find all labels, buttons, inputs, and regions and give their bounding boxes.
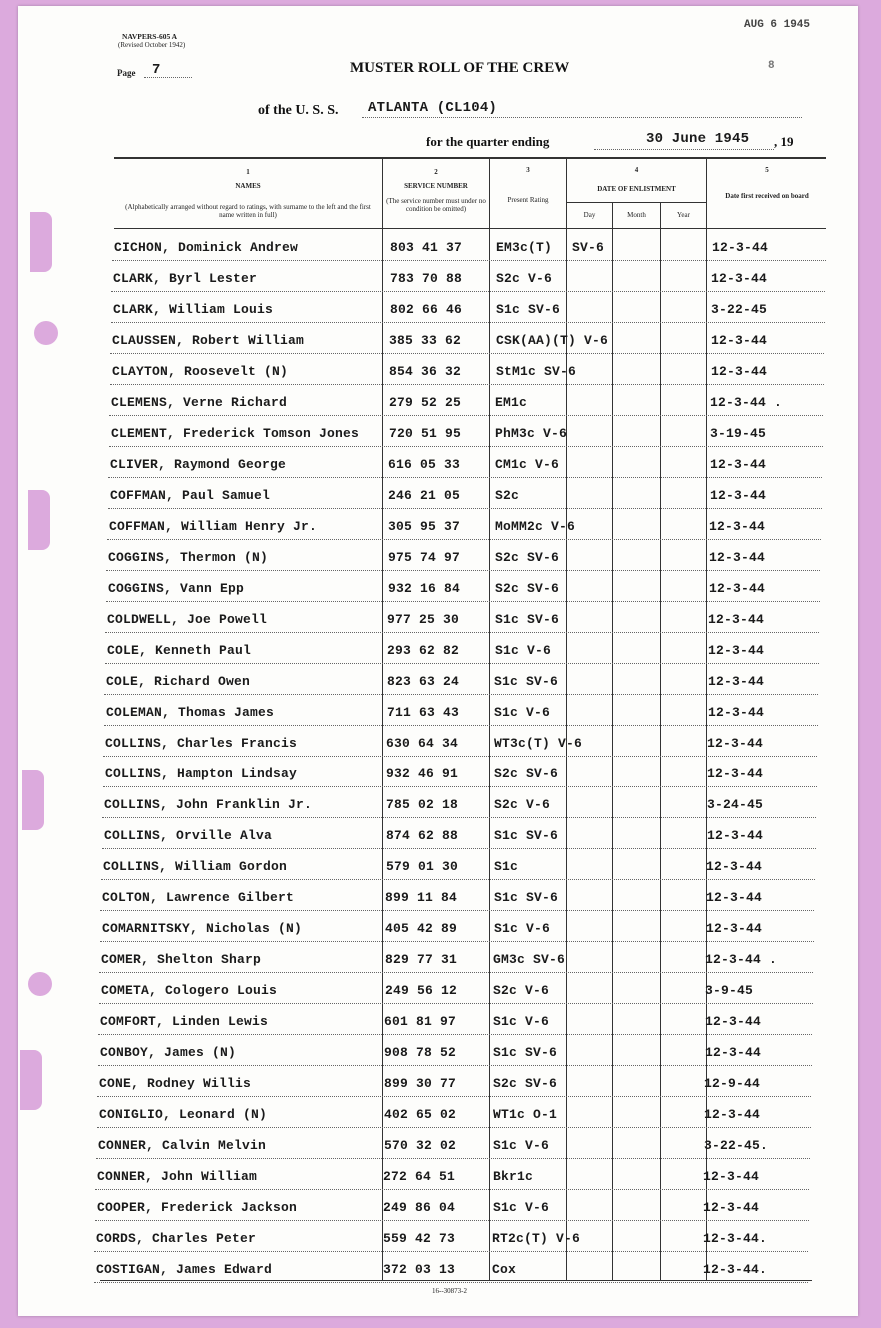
roster-row: [0, 1014, 881, 1044]
roster-row: [0, 1076, 881, 1106]
roster-row: [0, 612, 881, 642]
roster-row: [0, 766, 881, 796]
col3-number: 3: [526, 166, 530, 174]
roster-row: [0, 426, 881, 456]
date-received: 12-3-44: [711, 333, 768, 348]
crew-name: CONE, Rodney Willis: [99, 1076, 252, 1091]
crew-name: COSTIGAN, James Edward: [96, 1262, 273, 1277]
document-title: MUSTER ROLL OF THE CREW: [350, 60, 570, 76]
roster-row: [0, 859, 881, 889]
table-top-rule: [114, 157, 826, 159]
service-number: 272 64 51: [383, 1169, 456, 1184]
roster-row: [0, 952, 881, 982]
col4-number: 4: [634, 166, 639, 174]
date-received: 12-3-44: [706, 859, 763, 874]
date-received: 12-3-44.: [703, 1262, 768, 1277]
roster-row: [0, 395, 881, 425]
crew-name: CONBOY, James (N): [100, 1045, 237, 1060]
service-number: 975 74 97: [388, 550, 461, 565]
present-rating: S2c V-6: [493, 983, 550, 998]
roster-row: [0, 240, 881, 270]
crew-name: COMER, Shelton Sharp: [101, 952, 262, 967]
date-received: 12-3-44: [709, 519, 766, 534]
service-number: 405 42 89: [385, 921, 458, 936]
present-rating: GM3c SV-6: [493, 952, 566, 967]
row-rule: [106, 601, 820, 602]
date-received: 12-3-44: [705, 1045, 762, 1060]
row-rule: [96, 1158, 810, 1159]
roster-row: [0, 1107, 881, 1137]
col4-title: DATE OF ENLISTMENT: [597, 185, 676, 193]
present-rating: S1c: [494, 859, 519, 874]
present-rating: S1c SV-6: [495, 612, 560, 627]
quarter-suffix: , 19: [774, 134, 794, 149]
crew-name: COLLINS, Orville Alva: [104, 828, 273, 843]
roster-row: [0, 736, 881, 766]
row-rule: [111, 322, 825, 323]
page-label: Page: [117, 68, 136, 78]
col2-title: SERVICE NUMBER: [404, 182, 468, 190]
service-number: 783 70 88: [390, 271, 463, 286]
row-rule: [105, 663, 819, 664]
page-number: 7: [152, 62, 161, 78]
date-received: 12-3-44: [707, 766, 764, 781]
present-rating: S1c V-6: [493, 1014, 550, 1029]
service-number: 874 62 88: [386, 828, 459, 843]
present-rating: S1c SV-6: [494, 890, 559, 905]
roster-row: [0, 1231, 881, 1261]
header-bottom-rule: [114, 228, 826, 229]
crew-name: CLAYTON, Roosevelt (N): [112, 364, 289, 379]
roster-row: [0, 488, 881, 518]
present-rating: S2c SV-6: [495, 550, 560, 565]
service-number: 932 16 84: [388, 581, 461, 596]
date-received: 12-3-44: [708, 674, 765, 689]
crew-name: COGGINS, Thermon (N): [108, 550, 269, 565]
service-number: 932 46 91: [386, 766, 459, 781]
row-rule: [104, 694, 818, 695]
date-received: 12-3-44: [710, 488, 767, 503]
crew-name: COMETA, Cologero Louis: [101, 983, 278, 998]
col4-day: Day: [583, 211, 596, 219]
present-rating: S1c V-6: [495, 643, 552, 658]
date-received: 12-3-44: [703, 1200, 760, 1215]
row-rule: [112, 260, 826, 261]
crew-name: COLLINS, Hampton Lindsay: [105, 766, 298, 781]
row-rule: [110, 353, 824, 354]
row-rule: [109, 415, 823, 416]
row-rule: [108, 477, 822, 478]
roster-row: [0, 921, 881, 951]
crew-name: COLEMAN, Thomas James: [106, 705, 275, 720]
present-rating: S1c SV-6: [494, 828, 559, 843]
present-rating: RT2c(T) V-6: [492, 1231, 581, 1246]
present-rating: S1c SV-6: [493, 1045, 558, 1060]
date-received: 3-19-45: [710, 426, 767, 441]
service-number: 823 63 24: [387, 674, 460, 689]
ship-name-line: [362, 117, 802, 118]
crew-name: COOPER, Frederick Jackson: [97, 1200, 298, 1215]
row-rule: [108, 508, 822, 509]
date-received: 12-3-44.: [703, 1231, 768, 1246]
crew-name: CONNER, Calvin Melvin: [98, 1138, 267, 1153]
page-number-line: [144, 77, 192, 78]
roster-row: [0, 983, 881, 1013]
date-received: 12-3-44: [705, 1014, 762, 1029]
crew-name: CONNER, John William: [97, 1169, 258, 1184]
crew-name: CORDS, Charles Peter: [96, 1231, 257, 1246]
present-rating: Bkr1c: [493, 1169, 534, 1184]
row-rule: [94, 1251, 808, 1252]
crew-name: CLIVER, Raymond George: [110, 457, 287, 472]
ship-prefix: of the U. S. S.: [258, 103, 339, 118]
crew-name: COMARNITSKY, Nicholas (N): [102, 921, 303, 936]
service-number: 601 81 97: [384, 1014, 457, 1029]
roster-row: [0, 890, 881, 920]
date-received: 12-3-44: [708, 643, 765, 658]
date-received: 3-22-45: [711, 302, 768, 317]
present-rating: S2c: [495, 488, 520, 503]
row-rule: [94, 1282, 808, 1283]
date-received: 3-22-45.: [704, 1138, 769, 1153]
service-number: 372 03 13: [383, 1262, 456, 1277]
service-number: 249 56 12: [385, 983, 458, 998]
crew-name: COFFMAN, Paul Samuel: [110, 488, 271, 503]
col2-number: 2: [434, 168, 438, 176]
present-rating: S1c V-6: [494, 921, 551, 936]
service-number: 402 65 02: [384, 1107, 457, 1122]
crew-name: CICHON, Dominick Andrew: [114, 240, 299, 255]
row-rule: [107, 539, 821, 540]
service-number: 579 01 30: [386, 859, 459, 874]
roster-row: [0, 643, 881, 673]
col4-month: Month: [627, 211, 646, 219]
quarter-prefix: for the quarter ending: [426, 134, 550, 149]
col5-title: Date first received on board: [725, 192, 809, 200]
crew-name: COFFMAN, William Henry Jr.: [109, 519, 318, 534]
row-rule: [98, 1065, 812, 1066]
date-received: 12-3-44: [709, 581, 766, 596]
row-rule: [100, 910, 814, 911]
crew-name: COLE, Richard Owen: [106, 674, 251, 689]
row-rule: [111, 291, 825, 292]
crew-name: COLLINS, William Gordon: [103, 859, 288, 874]
form-revised: (Revised October 1942): [118, 41, 186, 49]
row-rule: [95, 1220, 809, 1221]
service-number: 616 05 33: [388, 457, 461, 472]
row-rule: [99, 1003, 813, 1004]
row-rule: [106, 570, 820, 571]
present-rating: Cox: [492, 1262, 517, 1277]
roster-row: [0, 581, 881, 611]
crew-name: COLTON, Lawrence Gilbert: [102, 890, 295, 905]
row-rule: [101, 879, 815, 880]
row-rule: [98, 1034, 812, 1035]
date-received: 12-3-44: [703, 1169, 760, 1184]
roster-row: [0, 1138, 881, 1168]
row-rule: [102, 817, 816, 818]
footer-code: 16--30873-2: [432, 1287, 467, 1295]
roster-row: [0, 333, 881, 363]
present-rating: PhM3c V-6: [495, 426, 568, 441]
service-number: 899 11 84: [385, 890, 458, 905]
form-id: NAVPERS-605 A: [122, 32, 178, 41]
corner-mark: 8: [768, 60, 775, 72]
row-rule: [102, 848, 816, 849]
present-rating: S1c V-6: [493, 1200, 550, 1215]
service-number: 977 25 30: [387, 612, 460, 627]
present-rating: EM1c: [495, 395, 528, 410]
service-number: 899 30 77: [384, 1076, 457, 1091]
crew-name: CLEMENT, Frederick Tomson Jones: [111, 426, 360, 441]
crew-name: CLARK, Byrl Lester: [113, 271, 258, 286]
present-rating: WT3c(T) V-6: [494, 736, 583, 751]
col2-note: (The service number must under no condition be omitted): [386, 197, 486, 213]
col3-title: Present Rating: [507, 196, 549, 204]
date-received: 12-3-44: [708, 705, 765, 720]
col1-note: (Alphabetically arranged without regard to ratings, with surname to the left and the first name written in full): [125, 203, 371, 219]
roster-row: [0, 1045, 881, 1075]
date-received: 12-3-44 .: [710, 395, 783, 410]
row-rule: [95, 1189, 809, 1190]
date-received: 12-3-44: [710, 457, 767, 472]
present-rating: WT1c O-1: [493, 1107, 558, 1122]
row-rule: [103, 786, 817, 787]
roster-row: [0, 302, 881, 332]
quarter-date-line: [594, 149, 774, 150]
row-rule: [100, 941, 814, 942]
roster-row: [0, 705, 881, 735]
date-received: 12-3-44: [707, 828, 764, 843]
service-number: 570 32 02: [384, 1138, 457, 1153]
roster-row: [0, 519, 881, 549]
service-number: 249 86 04: [383, 1200, 456, 1215]
received-stamp: AUG 6 1945: [744, 19, 811, 31]
ship-name: ATLANTA (CL104): [368, 100, 498, 116]
present-rating: CM1c V-6: [495, 457, 560, 472]
service-number: 385 33 62: [389, 333, 462, 348]
quarter-date: 30 June 1945: [646, 131, 750, 147]
present-rating: EM3c(T): [496, 240, 553, 255]
date-received: 12-3-44: [709, 550, 766, 565]
crew-name: CLARK, William Louis: [113, 302, 274, 317]
roster-row: [0, 550, 881, 580]
col4-year: Year: [677, 211, 690, 219]
row-rule: [97, 1127, 811, 1128]
row-rule: [105, 632, 819, 633]
present-rating: S1c SV-6: [496, 302, 561, 317]
present-rating: S1c V-6: [494, 705, 551, 720]
roster-row: [0, 457, 881, 487]
crew-name: COMFORT, Linden Lewis: [100, 1014, 269, 1029]
col1-title: NAMES: [235, 182, 261, 190]
crew-name: CLAUSSEN, Robert William: [112, 333, 305, 348]
row-rule: [103, 756, 817, 757]
present-rating: S2c SV-6: [495, 581, 560, 596]
roster-row: [0, 797, 881, 827]
date-received: 12-3-44: [711, 271, 768, 286]
present-rating: StM1c SV-6: [496, 364, 577, 379]
row-rule: [110, 384, 824, 385]
crew-name: COGGINS, Vann Epp: [108, 581, 245, 596]
roster-row: [0, 828, 881, 858]
service-number: 246 21 05: [388, 488, 461, 503]
service-number: 908 78 52: [384, 1045, 457, 1060]
service-number: 293 62 82: [387, 643, 460, 658]
enlistment-date: SV-6: [572, 240, 605, 255]
date-received: 12-3-44: [707, 736, 764, 751]
service-number: 829 77 31: [385, 952, 458, 967]
roster-row: [0, 1169, 881, 1199]
present-rating: CSK(AA)(T) V-6: [496, 333, 609, 348]
roster-row: [0, 1200, 881, 1230]
service-number: 854 36 32: [389, 364, 462, 379]
crew-name: COLE, Kenneth Paul: [107, 643, 252, 658]
present-rating: S2c V-6: [494, 797, 551, 812]
row-rule: [109, 446, 823, 447]
service-number: 630 64 34: [386, 736, 459, 751]
service-number: 803 41 37: [390, 240, 463, 255]
date-received: 12-9-44: [704, 1076, 761, 1091]
date-subheader-rule: [566, 202, 706, 203]
row-rule: [104, 725, 818, 726]
service-number: 279 52 25: [389, 395, 462, 410]
service-number: 802 66 46: [390, 302, 463, 317]
present-rating: S2c V-6: [496, 271, 553, 286]
present-rating: MoMM2c V-6: [495, 519, 576, 534]
col5-number: 5: [765, 166, 769, 174]
crew-name: CONIGLIO, Leonard (N): [99, 1107, 268, 1122]
service-number: 305 95 37: [388, 519, 461, 534]
service-number: 559 42 73: [383, 1231, 456, 1246]
date-received: 12-3-44: [708, 612, 765, 627]
row-rule: [99, 972, 813, 973]
crew-name: COLDWELL, Joe Powell: [107, 612, 268, 627]
present-rating: S1c SV-6: [494, 674, 559, 689]
service-number: 720 51 95: [389, 426, 462, 441]
date-received: 3-9-45: [705, 983, 754, 998]
roster-row: [0, 271, 881, 301]
date-received: 12-3-44: [704, 1107, 761, 1122]
roster-row: [0, 674, 881, 704]
present-rating: S2c SV-6: [493, 1076, 558, 1091]
service-number: 785 02 18: [386, 797, 459, 812]
date-received: 12-3-44: [706, 921, 763, 936]
date-received: 12-3-44: [711, 364, 768, 379]
crew-name: COLLINS, John Franklin Jr.: [104, 797, 313, 812]
crew-name: COLLINS, Charles Francis: [105, 736, 298, 751]
date-received: 12-3-44: [706, 890, 763, 905]
service-number: 711 63 43: [387, 705, 460, 720]
present-rating: S1c V-6: [493, 1138, 550, 1153]
roster-row: [0, 364, 881, 394]
date-received: 3-24-45: [707, 797, 764, 812]
row-rule: [97, 1096, 811, 1097]
date-received: 12-3-44 .: [705, 952, 778, 967]
present-rating: S2c SV-6: [494, 766, 559, 781]
date-received: 12-3-44: [712, 240, 769, 255]
col1-number: 1: [246, 168, 250, 176]
crew-name: CLEMENS, Verne Richard: [111, 395, 288, 410]
